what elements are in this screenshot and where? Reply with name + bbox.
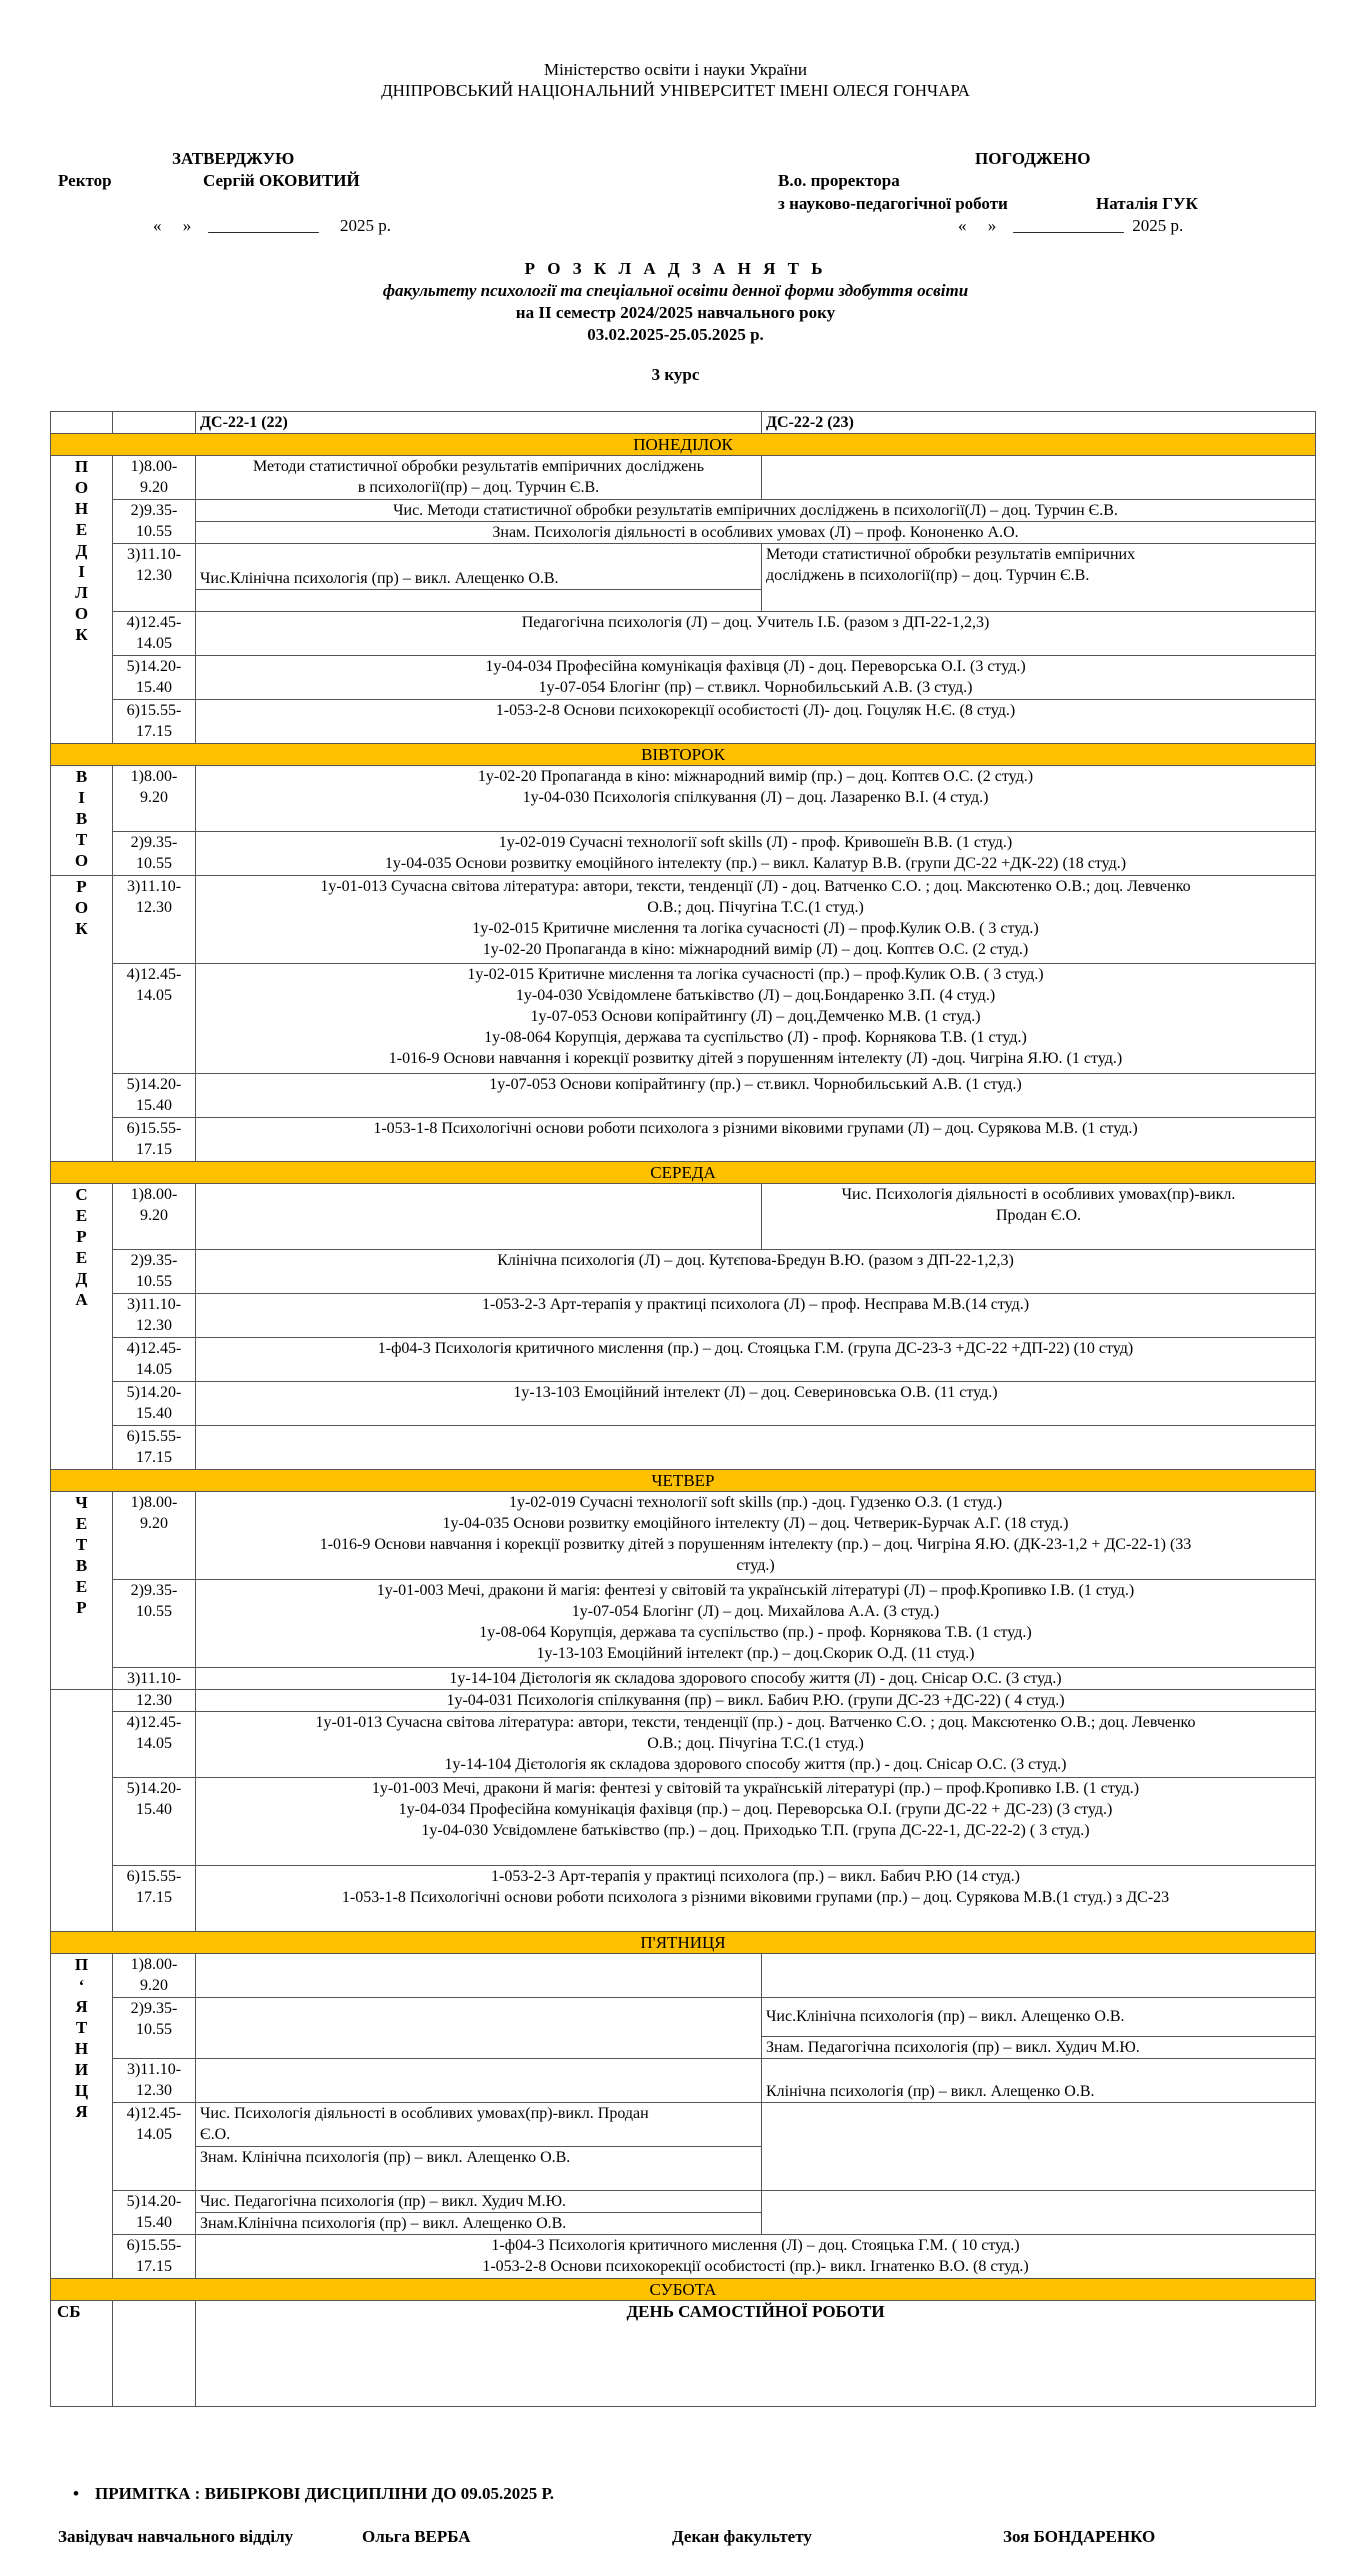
time-slot: 3)11.10- 12.30 — [113, 1294, 196, 1338]
day-label-saturday: СБ — [51, 2301, 113, 2407]
table-row — [51, 832, 1316, 876]
class-cell: Чис.Клінічна психологія (пр) – викл. Алещенко О.В. — [762, 1998, 1316, 2037]
table-row — [51, 1294, 1316, 1338]
time-slot: 1)8.00- 9.20 — [113, 766, 196, 832]
agree-title: ПОГОДЖЕНО — [975, 149, 1091, 168]
time-slot: 6)15.55- 17.15 — [113, 1426, 196, 1470]
table-row — [51, 456, 1316, 500]
time-slot: 1)8.00- 9.20 — [113, 456, 196, 500]
table-row — [51, 1690, 1316, 1712]
dates-line: 03.02.2025-25.05.2025 р. — [587, 325, 764, 344]
time-slot: 1)8.00- 9.20 — [113, 1492, 196, 1580]
class-cell: Клінічна психологія (пр) – викл. Алещенко О.В. — [762, 2059, 1316, 2103]
class-cell: 1у-02-015 Критичне мислення та логіка сучасності (пр.) – проф.Кулик О.В. ( 3 студ.) 1у-04-030 Усвідомлене батьківство (Л) – доц.Бондаренко З.П. (4 студ.) 1у-07-053 Основи копірайтингу (Л) – доц.Демченко М.В. (1 студ.) 1у-08-064 Корупція, держава та суспільство (Л) - проф. Корнякова Т.В. (1 студ.) 1-016-9 Основи навчання і корекції розвитку дітей з порушенням інтелекту (Л) -доц. Чигріна Я.Ю. (1 студ.) — [196, 964, 1316, 1074]
schedule-title: Р О З К Л А Д З А Н Я Т Ь — [524, 259, 827, 278]
day-label-monday: П О Н Е Д І Л О К — [51, 456, 113, 744]
class-cell: 1у-04-034 Професійна комунікація фахівця (Л) - доц. Переворська О.І. (3 студ.) 1у-07-054 Блогінг (пр) – ст.викл. Чорнобильський А.В. (3 студ.) — [196, 656, 1316, 700]
time-slot: 2)9.35- 10.55 — [113, 1580, 196, 1668]
class-cell: 1-ф04-3 Психологія критичного мислення (Л) – доц. Стояцька Г.М. ( 10 студ.) 1-053-2-8 Основи психокорекції особистості (пр.)- викл. Ігнатенко В.О. (8 студ.) — [196, 2235, 1316, 2279]
class-cell: 1у-02-019 Сучасні технології soft skills (пр.) -доц. Гудзенко О.З. (1 студ.) 1у-04-035 Основи розвитку емоційного інтелекту (Л) – доц. Четверик-Бурчак А.Г. (18 студ.) 1-016-9 Основи навчання і корекції розвитку дітей з порушенням інтелекту (пр.) – доц. Чигріна Я.Ю. (ДК-23-1,2 + ДС-22-1) (33 студ.) — [196, 1492, 1316, 1580]
table-row — [51, 1426, 1316, 1470]
footer-role-2: Декан факультету — [672, 2527, 812, 2546]
time-slot: 6)15.55- 17.15 — [113, 700, 196, 744]
time-slot: 6)15.55- 17.15 — [113, 2235, 196, 2279]
table-row — [51, 522, 1316, 544]
class-cell: Чис. Педагогічна психологія (пр) – викл. Худич М.Ю. — [196, 2191, 762, 2213]
class-cell: Знам.Клінічна психологія (пр) – викл. Алещенко О.В. — [196, 2213, 762, 2235]
table-row — [51, 2059, 1316, 2103]
table-row — [51, 2103, 1316, 2147]
time-slot: 1)8.00- 9.20 — [113, 1954, 196, 1998]
class-cell: 1у-01-013 Сучасна світова література: автори, тексти, тенденції (пр.) - доц. Ватченко С.О. ; доц. Максютенко О.В.; доц. Левченко О.В.; доц. Пічугіна Т.С.(1 студ.) 1у-14-104 Дієтологія як складова здорового способу життя (пр.) - доц. Снісар О.С. (3 студ.) — [196, 1712, 1316, 1778]
time-slot: 3)11.10- 12.30 — [113, 2059, 196, 2103]
agree-date: « » _____________ 2025 р. — [958, 216, 1184, 235]
note: • ПРИМІТКА : ВИБІРКОВІ ДИСЦИПЛІНИ ДО 09.05.2025 Р. — [95, 2484, 554, 2504]
time-slot: 4)12.45- 14.05 — [113, 964, 196, 1074]
table-row — [51, 1580, 1316, 1668]
table-row — [51, 1866, 1316, 1932]
table-row — [51, 500, 1316, 522]
class-cell: Чис. Психологія діяльності в особливих умовах(пр)-викл. Продан Є.О. — [196, 2103, 762, 2147]
class-cell: Методи статистичної обробки результатів емпіричних досліджень в психології(пр) – доц. Турчин Є.В. — [196, 456, 762, 500]
rector-name: Сергій ОКОВИТИЙ — [203, 171, 360, 190]
table-row — [51, 1954, 1316, 1998]
table-row — [51, 1074, 1316, 1118]
class-cell: 1у-13-103 Емоційний інтелект (Л) – доц. Севериновська О.В. (11 студ.) — [196, 1382, 1316, 1426]
time-slot: 5)14.20- 15.40 — [113, 1382, 196, 1426]
table-row — [51, 1668, 1316, 1690]
group-header-row — [51, 412, 1316, 434]
class-cell: 1-053-2-3 Арт-терапія у практиці психолога (пр.) – викл. Бабич Р.Ю (14 студ.) 1-053-1-8 Психологічні основи роботи психолога з різними віковими групами (пр.) – доц. Сурякова М.В.(1 студ.) з ДС-23 — [196, 1866, 1316, 1932]
class-cell: 1-ф04-3 Психологія критичного мислення (пр.) – доц. Стояцька Г.М. (група ДС-23-3 +ДС-22 +ДП-22) (10 студ) — [196, 1338, 1316, 1382]
class-cell: Чис. Методи статистичної обробки результатів емпіричних досліджень в психології(Л) – доц. Турчин Є.В. — [196, 500, 1316, 522]
agree-name: Наталія ГУК — [1096, 194, 1198, 213]
time-slot: 4)12.45- 14.05 — [113, 1338, 196, 1382]
schedule-table — [50, 411, 1316, 2407]
table-row — [51, 1712, 1316, 1778]
table-row — [51, 1382, 1316, 1426]
time-slot: 4)12.45- 14.05 — [113, 2103, 196, 2191]
footer-name-1: Ольга ВЕРБА — [362, 2527, 471, 2546]
table-row — [51, 1778, 1316, 1866]
table-row — [51, 766, 1316, 832]
class-cell: 1у-01-013 Сучасна світова література: автори, тексти, тенденції (Л) - доц. Ватченко С.О. ; доц. Максютенко О.В.; доц. Левченко О.В.; доц. Пічугіна Т.С.(1 студ.) 1у-02-015 Критичне мислення та логіка сучасності (Л) – проф.Кулик О.В. ( 3 студ.) 1у-02-20 Пропаганда в кіно: міжнародний вимір (Л) – доц. Коптєв О.С. (2 студ.) — [196, 876, 1316, 964]
day-label-friday: П ‘ Я Т Н И Ц Я — [51, 1954, 113, 2279]
table-row — [51, 700, 1316, 744]
class-cell: 1-053-1-8 Психологічні основи роботи психолога з різними віковими групами (Л) – доц. Сурякова М.В. (1 студ.) — [196, 1118, 1316, 1162]
time-slot: 2)9.35- 10.55 — [113, 500, 196, 544]
day-band-thursday: ЧЕТВЕР — [51, 1470, 1316, 1492]
table-row — [51, 876, 1316, 964]
class-cell: 1-053-2-8 Основи психокорекції особистості (Л)- доц. Гоцуляк Н.Є. (8 студ.) — [196, 700, 1316, 744]
table-row — [51, 544, 1316, 590]
class-cell: Знам. Клінічна психологія (пр) – викл. Алещенко О.В. — [196, 2147, 762, 2191]
table-row — [51, 1118, 1316, 1162]
table-row — [51, 964, 1316, 1074]
class-cell: 1у-14-104 Дієтологія як складова здорового способу життя (Л) - доц. Снісар О.С. (3 студ.) — [196, 1668, 1316, 1690]
time-slot: 5)14.20- 15.40 — [113, 656, 196, 700]
group-2-header: ДС-22-2 (23) — [762, 412, 1316, 434]
class-cell: Знам. Педагогічна психологія (пр) – викл. Худич М.Ю. — [762, 2037, 1316, 2059]
day-label-tuesday-cont: Р О К — [51, 876, 113, 1162]
ministry-line: Міністерство освіти і науки України — [544, 60, 807, 79]
self-study-day: ДЕНЬ САМОСТІЙНОЇ РОБОТИ — [196, 2301, 1316, 2407]
table-row — [51, 1492, 1316, 1580]
time-slot: 1)8.00- 9.20 — [113, 1184, 196, 1250]
day-label-tuesday: В І В Т О — [51, 766, 113, 876]
table-row — [51, 2191, 1316, 2213]
approve-date: « » _____________ 2025 р. — [153, 216, 391, 235]
table-row — [51, 612, 1316, 656]
footer-role-1: Завідувач навчального відділу — [58, 2527, 294, 2546]
class-cell: 1у-04-031 Психологія спілкування (пр) – викл. Бабич Р.Ю. (групи ДС-23 +ДС-22) ( 4 студ.) — [196, 1690, 1316, 1712]
time-slot: 4)12.45- 14.05 — [113, 612, 196, 656]
table-row — [51, 1998, 1316, 2037]
day-label-wednesday: С Е Р Е Д А — [51, 1184, 113, 1470]
table-row — [51, 1184, 1316, 1250]
time-slot: 3)11.10- — [113, 1668, 196, 1690]
table-row — [51, 1250, 1316, 1294]
footer-name-2: Зоя БОНДАРЕНКО — [1003, 2527, 1156, 2546]
title-block — [0, 258, 1351, 386]
class-cell: Педагогічна психологія (Л) – доц. Учитель І.Б. (разом з ДП-22-1,2,3) — [196, 612, 1316, 656]
class-cell: 1у-02-019 Сучасні технології soft skills (Л) - проф. Кривошеїн В.В. (1 студ.) 1у-04-035 Основи розвитку емоційного інтелекту (пр.) – викл. Калатур В.В. (групи ДС-22 +ДК-22) (18 студ.) — [196, 832, 1316, 876]
time-slot: 12.30 — [113, 1690, 196, 1712]
agree-role-2: з науково-педагогічної роботи — [778, 194, 1008, 213]
class-cell: 1у-07-053 Основи копірайтингу (пр.) – ст.викл. Чорнобильський А.В. (1 студ.) — [196, 1074, 1316, 1118]
university-line: ДНІПРОВСЬКИЙ НАЦІОНАЛЬНИЙ УНІВЕРСИТЕТ ІМЕНІ ОЛЕСЯ ГОНЧАРА — [381, 81, 970, 100]
approve-title: ЗАТВЕРДЖУЮ — [172, 149, 295, 168]
course-line: 3 курс — [651, 365, 700, 384]
class-cell: Чис. Психологія діяльності в особливих умовах(пр)-викл. Продан Є.О. — [762, 1184, 1316, 1250]
table-row — [51, 656, 1316, 700]
table-row — [51, 2301, 1316, 2407]
day-band-monday: ПОНЕДІЛОК — [51, 434, 1316, 456]
day-band-friday: П'ЯТНИЦЯ — [51, 1932, 1316, 1954]
group-1-header: ДС-22-1 (22) — [196, 412, 762, 434]
time-slot: 6)15.55- 17.15 — [113, 1118, 196, 1162]
class-cell: Знам. Психологія діяльності в особливих умовах (Л) – проф. Кононенко А.О. — [196, 522, 1316, 544]
day-band-saturday: СУБОТА — [51, 2279, 1316, 2301]
class-cell: 1у-02-20 Пропаганда в кіно: міжнародний вимір (пр.) – доц. Коптєв О.С. (2 студ.) 1у-04-030 Психологія спілкування (Л) – доц. Лазаренко В.І. (4 студ.) — [196, 766, 1316, 832]
day-band-wednesday: СЕРЕДА — [51, 1162, 1316, 1184]
time-slot: 5)14.20- 15.40 — [113, 1074, 196, 1118]
class-cell: 1-053-2-3 Арт-терапія у практиці психолога (Л) – проф. Несправа М.В.(14 студ.) — [196, 1294, 1316, 1338]
time-slot: 5)14.20- 15.40 — [113, 1778, 196, 1866]
class-cell: 1у-01-003 Мечі, дракони й магія: фентезі у світовій та українській літературі (пр.) – проф.Кропивко І.В. (1 студ.) 1у-04-034 Професійна комунікація фахівця (пр.) – доц. Переворська О.І. (групи ДС-22 + ДС-23) (3 студ.) 1у-04-030 Усвідомлене батьківство (пр.) – доц. Приходько Т.П. (група ДС-22-1, ДС-22-2) ( 3 студ.) — [196, 1778, 1316, 1866]
time-slot: 3)11.10- 12.30 — [113, 876, 196, 964]
semester-line: на ІІ семестр 2024/2025 навчального року — [515, 303, 836, 322]
time-slot: 2)9.35- 10.55 — [113, 1998, 196, 2059]
faculty-line: факультету психології та спеціальної освіти денної форми здобуття освіти — [382, 281, 969, 300]
time-slot: 4)12.45- 14.05 — [113, 1712, 196, 1778]
day-label-thursday: Ч Е Т В Е Р — [51, 1492, 113, 1690]
time-slot: 3)11.10- 12.30 — [113, 544, 196, 612]
time-slot: 2)9.35- 10.55 — [113, 1250, 196, 1294]
table-row — [51, 1338, 1316, 1382]
agree-role-1: В.о. проректора — [778, 171, 900, 190]
class-cell: 1у-01-003 Мечі, дракони й магія: фентезі у світовій та українській літературі (Л) – проф.Кропивко І.В. (1 студ.) 1у-07-054 Блогінг (Л) – доц. Михайлова А.А. (3 студ.) 1у-08-064 Корупція, держава та суспільство (пр.) - проф. Корнякова Т.В. (1 студ.) 1у-13-103 Емоційний інтелект (пр.) – доц.Скорик О.Д. (11 студ.) — [196, 1580, 1316, 1668]
time-slot: 5)14.20- 15.40 — [113, 2191, 196, 2235]
class-cell: Чис.Клінічна психологія (пр) – викл. Алещенко О.В. — [196, 544, 762, 590]
time-slot: 6)15.55- 17.15 — [113, 1866, 196, 1932]
day-band-tuesday: ВІВТОРОК — [51, 744, 1316, 766]
class-cell: Клінічна психологія (Л) – доц. Кутєпова-Бредун В.Ю. (разом з ДП-22-1,2,3) — [196, 1250, 1316, 1294]
rector-role: Ректор — [58, 171, 112, 190]
time-slot: 2)9.35- 10.55 — [113, 832, 196, 876]
table-row — [51, 2235, 1316, 2279]
class-cell: Методи статистичної обробки результатів емпіричних досліджень в психології(пр) – доц. Турчин Є.В. — [762, 544, 1316, 612]
